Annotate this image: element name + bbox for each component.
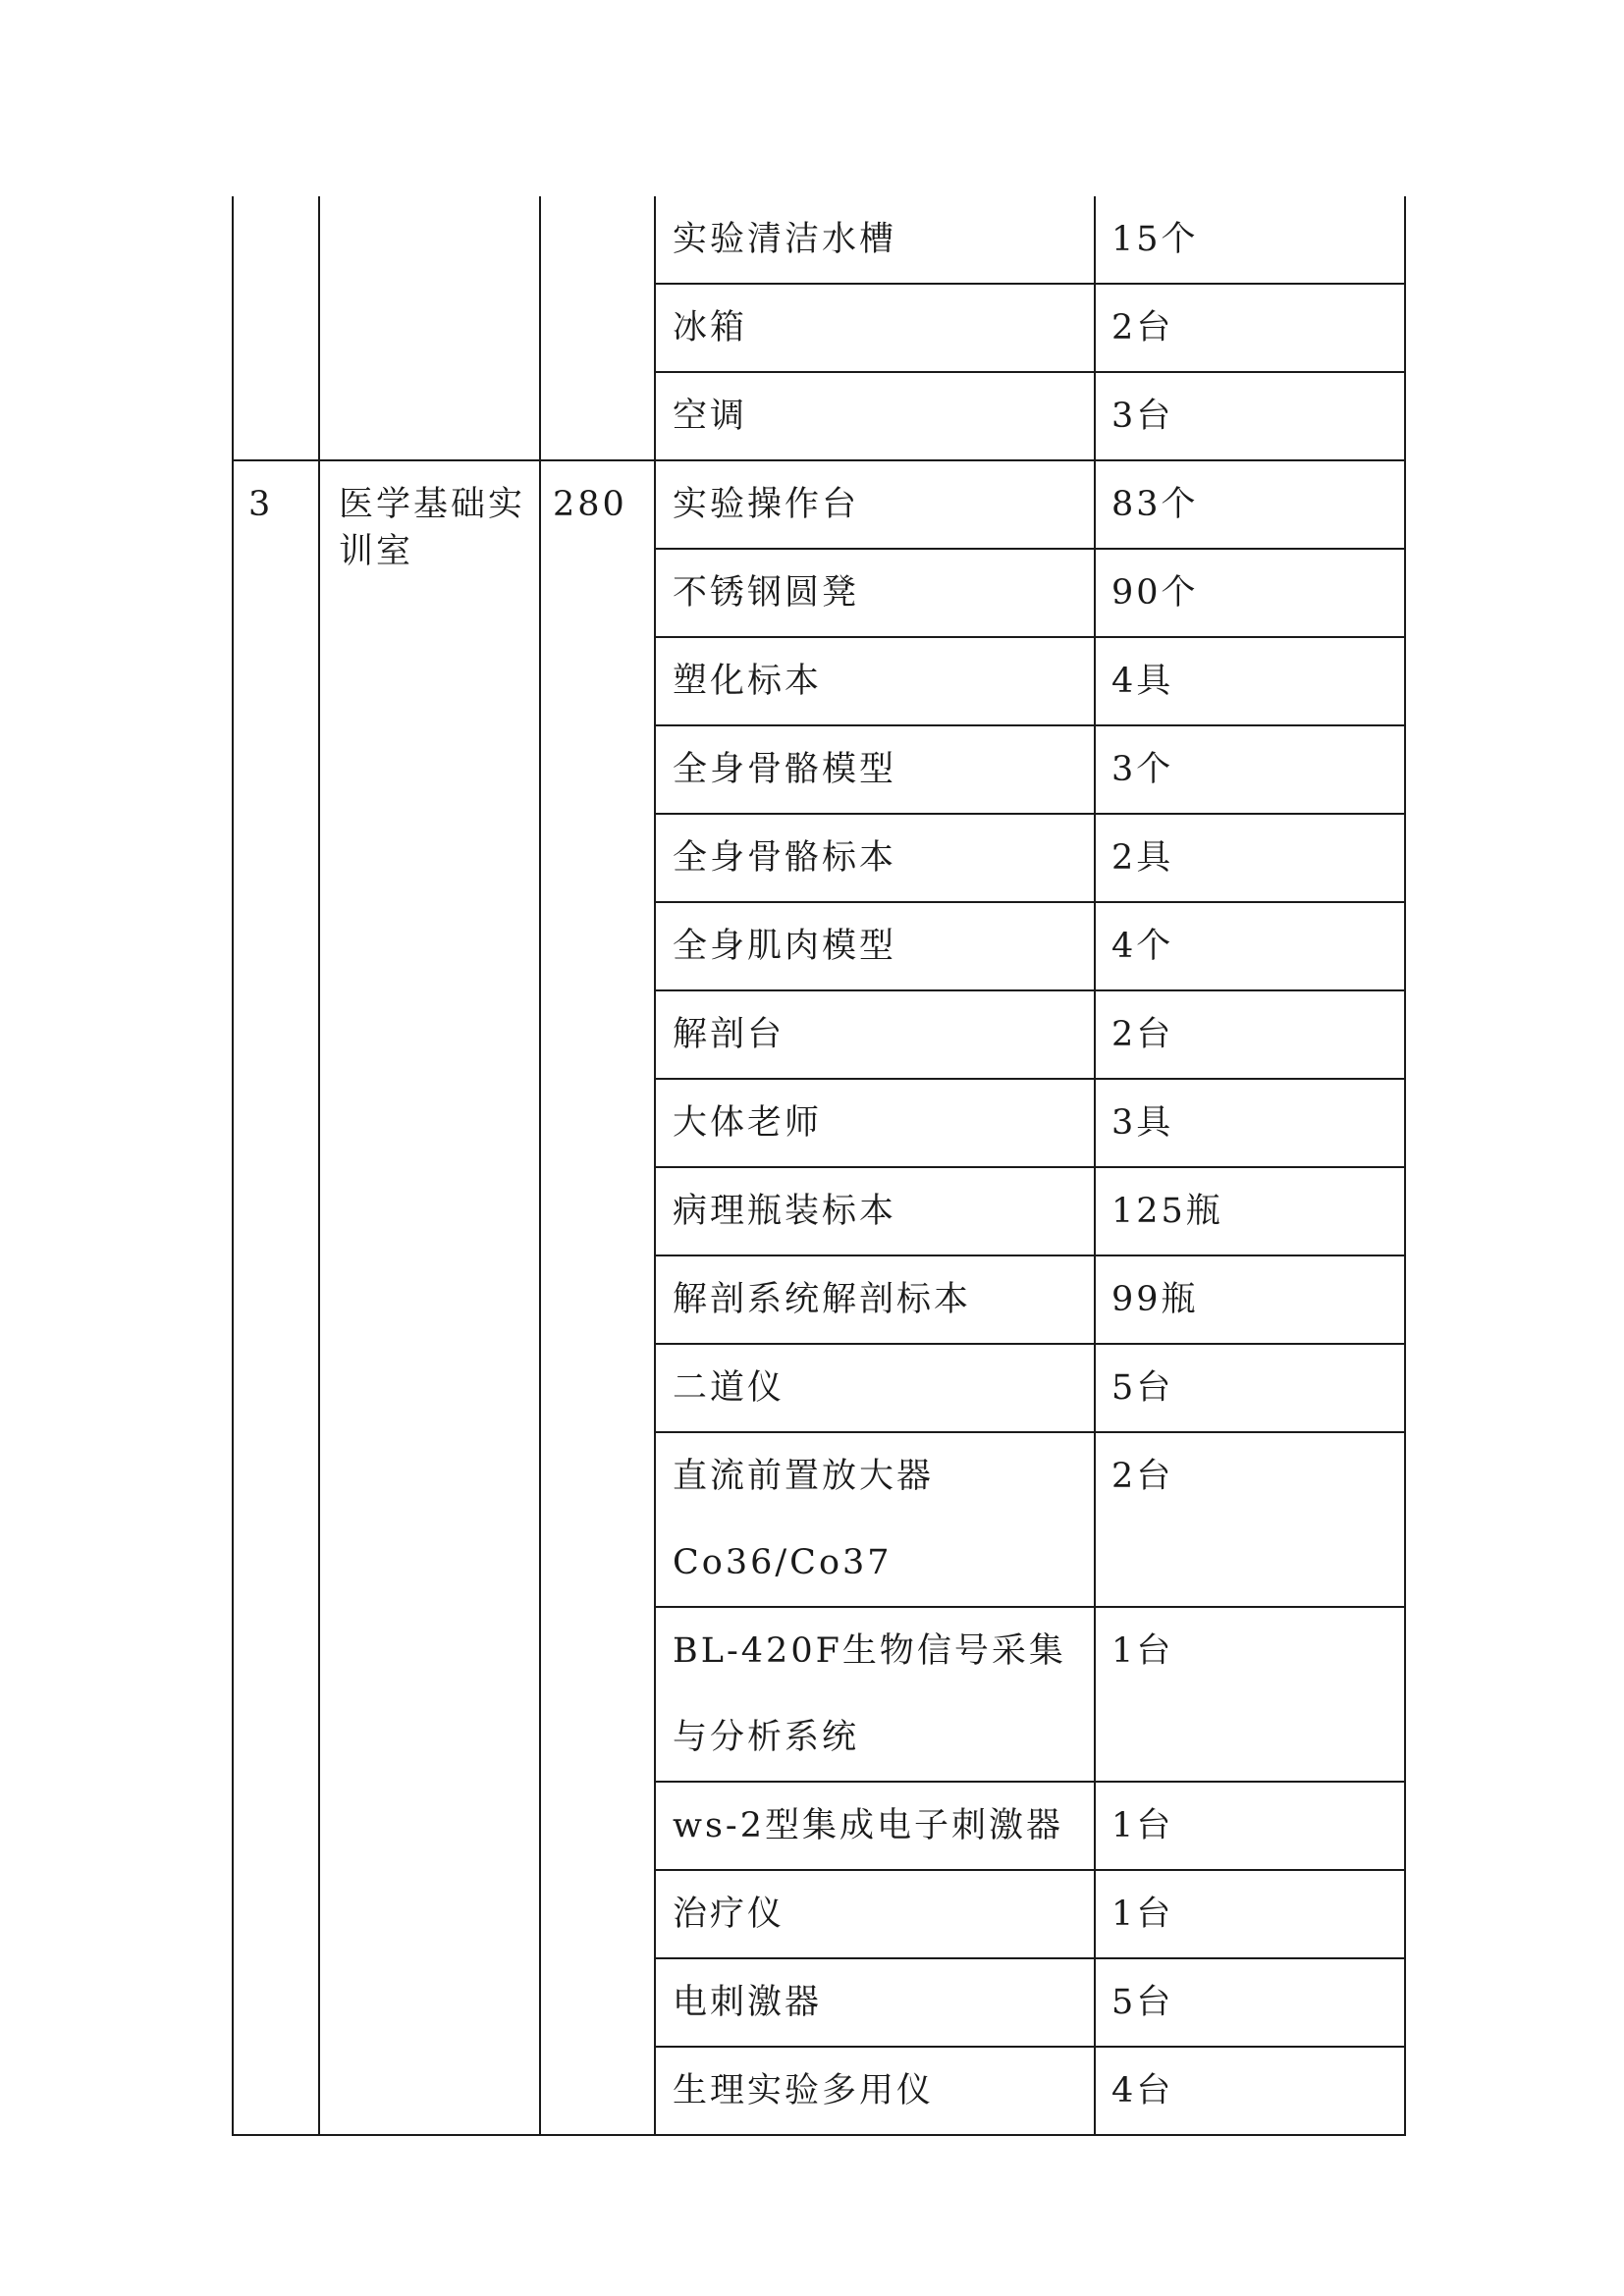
equipment-quantity-cell: 15个 xyxy=(1095,196,1405,284)
equipment-quantity-cell: 2具 xyxy=(1095,814,1405,902)
equipment-name-cell: ws-2型集成电子刺激器 xyxy=(655,1782,1095,1870)
equipment-name-cell: BL-420F生物信号采集与分析系统 xyxy=(655,1607,1095,1782)
equipment-quantity-cell: 5台 xyxy=(1095,1344,1405,1432)
equipment-table xyxy=(232,196,1406,2136)
equipment-name-cell: 二道仪 xyxy=(655,1344,1095,1432)
row-number-cell xyxy=(233,460,319,2135)
table-row xyxy=(233,196,1405,284)
equipment-name-cell: 冰箱 xyxy=(655,284,1095,372)
row-number: 3 xyxy=(248,485,274,524)
equipment-quantity-cell: 3具 xyxy=(1095,1079,1405,1167)
equipment-quantity-cell: 2台 xyxy=(1095,990,1405,1079)
equipment-quantity-cell: 125瓶 xyxy=(1095,1167,1405,1255)
equipment-quantity-cell: 4台 xyxy=(1095,2047,1405,2135)
equipment-quantity-cell: 4具 xyxy=(1095,637,1405,725)
equipment-quantity-cell: 83个 xyxy=(1095,460,1405,549)
equipment-name-cell: 直流前置放大器Co36/Co37 xyxy=(655,1432,1095,1607)
equipment-name-cell: 全身骨骼标本 xyxy=(655,814,1095,902)
equipment-quantity-cell: 2台 xyxy=(1095,1432,1405,1607)
equipment-name-cell: 空调 xyxy=(655,372,1095,460)
table-row xyxy=(233,460,1405,549)
area-cell xyxy=(540,196,655,460)
equipment-quantity-cell: 90个 xyxy=(1095,549,1405,637)
equipment-name-cell: 实验清洁水槽 xyxy=(655,196,1095,284)
equipment-name-cell: 不锈钢圆凳 xyxy=(655,549,1095,637)
equipment-name-cell: 大体老师 xyxy=(655,1079,1095,1167)
equipment-name-cell: 生理实验多用仪 xyxy=(655,2047,1095,2135)
equipment-name-cell: 解剖台 xyxy=(655,990,1095,1079)
row-number-cell xyxy=(233,196,319,460)
equipment-name-cell: 解剖系统解剖标本 xyxy=(655,1255,1095,1344)
room-name-cell xyxy=(319,196,540,460)
equipment-quantity-cell: 2台 xyxy=(1095,284,1405,372)
equipment-name-cell: 病理瓶装标本 xyxy=(655,1167,1095,1255)
equipment-quantity-cell: 1台 xyxy=(1095,1607,1405,1782)
area-value: 280 xyxy=(553,485,627,524)
equipment-name-cell: 全身肌肉模型 xyxy=(655,902,1095,990)
equipment-name-cell: 全身骨骼模型 xyxy=(655,725,1095,814)
equipment-quantity-cell: 3台 xyxy=(1095,372,1405,460)
equipment-quantity-cell: 1台 xyxy=(1095,1782,1405,1870)
equipment-quantity-cell: 5台 xyxy=(1095,1958,1405,2047)
area-cell xyxy=(540,460,655,2135)
equipment-quantity-cell: 3个 xyxy=(1095,725,1405,814)
equipment-name-cell: 塑化标本 xyxy=(655,637,1095,725)
equipment-name-cell: 实验操作台 xyxy=(655,460,1095,549)
equipment-quantity-cell: 1台 xyxy=(1095,1870,1405,1958)
room-name: 医学基础实训室 xyxy=(339,485,526,571)
equipment-quantity-cell: 99瓶 xyxy=(1095,1255,1405,1344)
equipment-name-cell: 电刺激器 xyxy=(655,1958,1095,2047)
equipment-quantity-cell: 4个 xyxy=(1095,902,1405,990)
equipment-name-cell: 治疗仪 xyxy=(655,1870,1095,1958)
room-name-cell xyxy=(319,460,540,2135)
